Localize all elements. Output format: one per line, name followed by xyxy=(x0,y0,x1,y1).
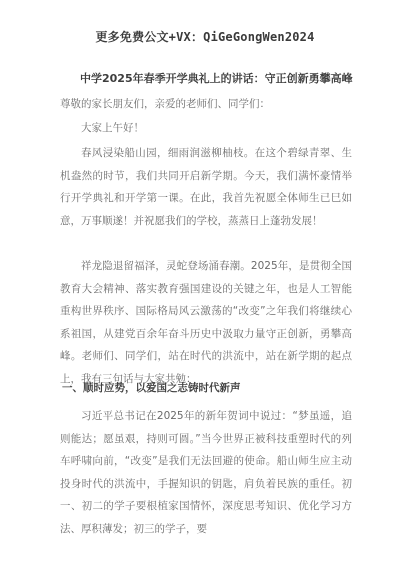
watermark-header: 更多免费公文+VX：QiGeGongWen2024 xyxy=(95,30,315,44)
body-paragraph-3: 习近平总书记在2025年的新年贺词中说过：“梦虽遥，追则能达；愿虽艰，持则可圆。”当今世界正被科技重塑时代的列车呼啸向前，“改变”是我们无法回避的使命。船山师生应主动投身时代的洪流中，手握知识的钥匙，肩负着民族的重任。初一、初二的学子要根植家国情怀，深度思考知识、优化学习方法、厚积薄发；初三的学子，要 xyxy=(60,410,352,535)
body-paragraph-1: 春风浸染船山园，细雨润滋柳柚枝。在这个碧绿青翠、生机盎然的时节，我们共同开启新学期。今天，我们满怀豪情举行开学典礼和开学第一课。在此，我首先祝愿全体师生已巳如意，万事顺遂！并祝愿我们的学校，蒸蒸日上蓬勃发展！ xyxy=(60,147,352,227)
section-heading-1: 一、顺时应势，以爱国之志铸时代新声 xyxy=(62,382,241,394)
document-title: 中学2025年春季开学典礼上的讲话：守正创新勇攀高峰 xyxy=(80,72,353,85)
body-paragraph-2: 祥龙隐退留福泽，灵蛇登场涌春潮。2025年，是贯彻全国教育大会精神、落实教育强国建设的关键之年，也是人工智能重构世界秩序、国际格局风云激荡的“改变”之年我们将继续心系祖国，从建党百余年奋斗历史中汲取力量守正创新，勇攀高峰。老师们、同学们，站在时代的洪流中，站在新学期的起点上，我有三句话与大家共勉： xyxy=(60,260,352,385)
greeting-paragraph: 大家上午好！ xyxy=(81,122,144,134)
salutation: 尊敬的家长朋友们，亲爱的老师们、同学们： xyxy=(60,98,270,110)
